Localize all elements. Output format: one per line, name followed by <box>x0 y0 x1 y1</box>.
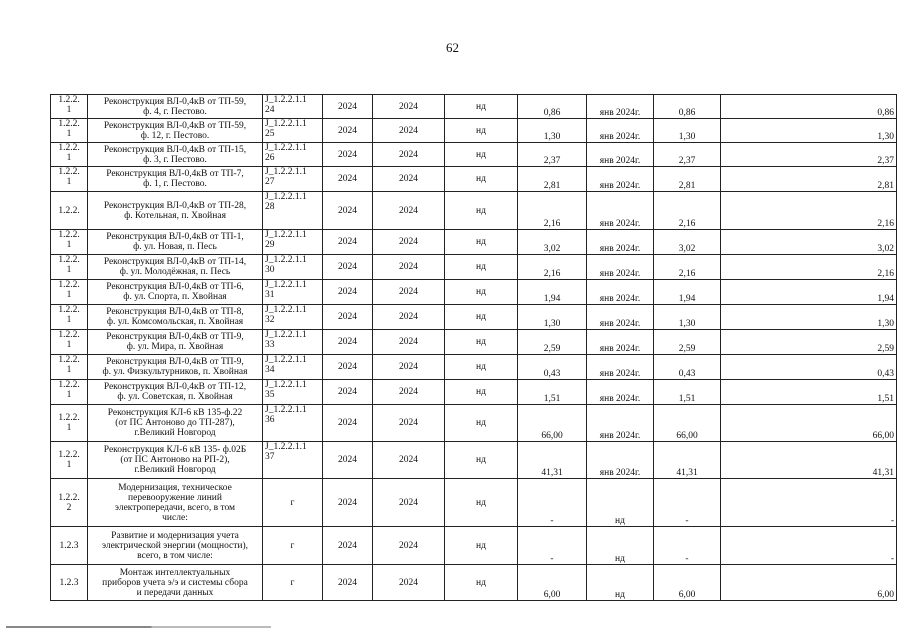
table-row <box>51 280 897 305</box>
project-code: J_1.2.2.1.1 29 <box>263 230 323 255</box>
row-number: 1.2.2. 1 <box>51 167 88 192</box>
project-code: J_1.2.2.1.1 37 <box>263 442 323 479</box>
project-name: Реконструкция ВЛ-0,4кВ от ТП-1, ф. ул. Новая, п. Песь <box>88 230 263 255</box>
value-3: 41,31 <box>721 442 897 479</box>
value-1: 41,31 <box>518 442 587 479</box>
project-code: J_1.2.2.1.1 32 <box>263 305 323 330</box>
project-name: Реконструкция ВЛ-0,4кВ от ТП-15, ф. 3, г. Пестово. <box>88 143 263 167</box>
project-name: Реконструкция ВЛ-0,4кВ от ТП-28, ф. Котельная, п. Хвойная <box>88 192 263 230</box>
row-number: 1.2.2. 1 <box>51 380 88 405</box>
value-1: 2,81 <box>518 167 587 192</box>
date-cell: янв 2024г. <box>587 442 654 479</box>
table-row <box>51 255 897 280</box>
project-code: J_1.2.2.1.1 34 <box>263 355 323 380</box>
table-row <box>51 479 897 527</box>
project-name: Реконструкция ВЛ-0,4кВ от ТП-12, ф. ул. Советская, п. Хвойная <box>88 380 263 405</box>
financing-status: нд <box>445 143 518 167</box>
financing-status: нд <box>445 442 518 479</box>
row-number: 1.2.3 <box>51 527 88 565</box>
project-code: г <box>263 565 323 601</box>
row-number: 1.2.2. 1 <box>51 95 88 119</box>
project-name: Реконструкция ВЛ-0,4кВ от ТП-59, ф. 4, г. Пестово. <box>88 95 263 119</box>
value-3: 1,30 <box>721 119 897 143</box>
project-code: г <box>263 527 323 565</box>
value-2: 1,30 <box>654 305 721 330</box>
financing-status: нд <box>445 355 518 380</box>
table-row <box>51 330 897 355</box>
row-number: 1.2.2. 1 <box>51 119 88 143</box>
year-start: 2024 <box>323 405 373 442</box>
value-1: - <box>518 527 587 565</box>
financing-status: нд <box>445 119 518 143</box>
year-start: 2024 <box>323 565 373 601</box>
year-end: 2024 <box>373 479 445 527</box>
value-1: 2,16 <box>518 255 587 280</box>
project-code: J_1.2.2.1.1 33 <box>263 330 323 355</box>
footer-rule <box>6 626 271 628</box>
value-3: 2,81 <box>721 167 897 192</box>
year-start: 2024 <box>323 119 373 143</box>
date-cell: нд <box>587 479 654 527</box>
date-cell: янв 2024г. <box>587 230 654 255</box>
year-end: 2024 <box>373 405 445 442</box>
value-2: 2,59 <box>654 330 721 355</box>
financing-status: нд <box>445 565 518 601</box>
table-row <box>51 230 897 255</box>
value-2: - <box>654 527 721 565</box>
row-number: 1.2.2. 1 <box>51 442 88 479</box>
value-3: 2,16 <box>721 192 897 230</box>
project-code: г <box>263 479 323 527</box>
date-cell: нд <box>587 565 654 601</box>
year-end: 2024 <box>373 192 445 230</box>
row-number: 1.2.2. 1 <box>51 230 88 255</box>
table-row <box>51 527 897 565</box>
project-code: J_1.2.2.1.1 35 <box>263 380 323 405</box>
table-row <box>51 305 897 330</box>
row-number: 1.2.2. <box>51 192 88 230</box>
project-name: Реконструкция ВЛ-0,4кВ от ТП-59, ф. 12, г. Пестово. <box>88 119 263 143</box>
year-start: 2024 <box>323 380 373 405</box>
row-number: 1.2.2. 1 <box>51 255 88 280</box>
financing-status: нд <box>445 479 518 527</box>
project-name: Реконструкция ВЛ-0,4кВ от ТП-7, ф. 1, г. Пестово. <box>88 167 263 192</box>
table-row <box>51 95 897 119</box>
table-row <box>51 355 897 380</box>
value-2: 2,37 <box>654 143 721 167</box>
value-2: 1,30 <box>654 119 721 143</box>
value-2: 0,43 <box>654 355 721 380</box>
year-end: 2024 <box>373 355 445 380</box>
value-3: 2,16 <box>721 255 897 280</box>
year-end: 2024 <box>373 143 445 167</box>
value-2: 41,31 <box>654 442 721 479</box>
value-1: 0,86 <box>518 95 587 119</box>
project-code: J_1.2.2.1.1 31 <box>263 280 323 305</box>
row-number: 1.2.2. 1 <box>51 355 88 380</box>
year-start: 2024 <box>323 305 373 330</box>
financing-status: нд <box>445 280 518 305</box>
date-cell: янв 2024г. <box>587 95 654 119</box>
financing-status: нд <box>445 330 518 355</box>
financing-status: нд <box>445 192 518 230</box>
value-3: 3,02 <box>721 230 897 255</box>
project-code: J_1.2.2.1.1 30 <box>263 255 323 280</box>
value-1: 2,37 <box>518 143 587 167</box>
date-cell: янв 2024г. <box>587 280 654 305</box>
value-2: 6,00 <box>654 565 721 601</box>
date-cell: янв 2024г. <box>587 355 654 380</box>
project-name: Реконструкция ВЛ-0,4кВ от ТП-14, ф. ул. Молодёжная, п. Песь <box>88 255 263 280</box>
financing-status: нд <box>445 380 518 405</box>
year-start: 2024 <box>323 280 373 305</box>
year-end: 2024 <box>373 119 445 143</box>
project-code: J_1.2.2.1.1 25 <box>263 119 323 143</box>
project-name: Реконструкция КЛ-6 кВ 135- ф.02Б (от ПС Антоново на РП-2), г.Великий Новгород <box>88 442 263 479</box>
year-end: 2024 <box>373 380 445 405</box>
year-end: 2024 <box>373 330 445 355</box>
table-row <box>51 565 897 601</box>
table-row <box>51 380 897 405</box>
date-cell: янв 2024г. <box>587 255 654 280</box>
year-start: 2024 <box>323 479 373 527</box>
project-name: Реконструкция ВЛ-0,4кВ от ТП-8, ф. ул. Комсомольская, п. Хвойная <box>88 305 263 330</box>
financing-status: нд <box>445 305 518 330</box>
project-name: Реконструкция ВЛ-0,4кВ от ТП-9, ф. ул. Физкультурников, п. Хвойная <box>88 355 263 380</box>
date-cell: нд <box>587 527 654 565</box>
year-start: 2024 <box>323 355 373 380</box>
value-2: 2,81 <box>654 167 721 192</box>
value-1: 1,30 <box>518 119 587 143</box>
project-code: J_1.2.2.1.1 28 <box>263 192 323 230</box>
date-cell: янв 2024г. <box>587 380 654 405</box>
value-2: 3,02 <box>654 230 721 255</box>
value-1: 1,30 <box>518 305 587 330</box>
page-number: 62 <box>446 40 459 55</box>
table-row <box>51 442 897 479</box>
row-number: 1.2.2. 2 <box>51 479 88 527</box>
value-3: - <box>721 479 897 527</box>
table-row <box>51 192 897 230</box>
row-number: 1.2.2. 1 <box>51 143 88 167</box>
value-1: 0,43 <box>518 355 587 380</box>
year-end: 2024 <box>373 527 445 565</box>
project-name: Модернизация, техническое перевооружение линий электропередачи, всего, в том числе: <box>88 479 263 527</box>
year-start: 2024 <box>323 192 373 230</box>
investment-table <box>50 94 897 601</box>
financing-status: нд <box>445 167 518 192</box>
year-end: 2024 <box>373 442 445 479</box>
project-code: J_1.2.2.1.1 27 <box>263 167 323 192</box>
year-start: 2024 <box>323 167 373 192</box>
year-start: 2024 <box>323 230 373 255</box>
row-number: 1.2.2. 1 <box>51 330 88 355</box>
year-end: 2024 <box>373 95 445 119</box>
value-1: 1,51 <box>518 380 587 405</box>
value-1: 1,94 <box>518 280 587 305</box>
year-start: 2024 <box>323 95 373 119</box>
year-start: 2024 <box>323 255 373 280</box>
project-name: Развитие и модернизация учета электрической энергии (мощности), всего, в том числе: <box>88 527 263 565</box>
project-name: Монтаж интеллектуальных приборов учета э/э и системы сбора и передачи данных <box>88 565 263 601</box>
date-cell: янв 2024г. <box>587 143 654 167</box>
year-end: 2024 <box>373 255 445 280</box>
date-cell: янв 2024г. <box>587 405 654 442</box>
table-row <box>51 405 897 442</box>
date-cell: янв 2024г. <box>587 119 654 143</box>
year-start: 2024 <box>323 143 373 167</box>
value-3: 2,59 <box>721 330 897 355</box>
value-3: 0,43 <box>721 355 897 380</box>
value-1: - <box>518 479 587 527</box>
value-2: 1,94 <box>654 280 721 305</box>
value-3: 1,51 <box>721 380 897 405</box>
year-end: 2024 <box>373 280 445 305</box>
project-name: Реконструкция ВЛ-0,4кВ от ТП-6, ф. ул. Спорта, п. Хвойная <box>88 280 263 305</box>
value-2: - <box>654 479 721 527</box>
value-3: 66,00 <box>721 405 897 442</box>
date-cell: янв 2024г. <box>587 305 654 330</box>
year-end: 2024 <box>373 305 445 330</box>
value-3: 2,37 <box>721 143 897 167</box>
project-code: J_1.2.2.1.1 26 <box>263 143 323 167</box>
table-row <box>51 167 897 192</box>
value-1: 2,59 <box>518 330 587 355</box>
financing-status: нд <box>445 255 518 280</box>
value-1: 6,00 <box>518 565 587 601</box>
value-3: 0,86 <box>721 95 897 119</box>
row-number: 1.2.2. 1 <box>51 305 88 330</box>
year-start: 2024 <box>323 527 373 565</box>
year-start: 2024 <box>323 330 373 355</box>
year-end: 2024 <box>373 565 445 601</box>
date-cell: янв 2024г. <box>587 167 654 192</box>
value-2: 0,86 <box>654 95 721 119</box>
date-cell: янв 2024г. <box>587 192 654 230</box>
financing-status: нд <box>445 527 518 565</box>
project-name: Реконструкция ВЛ-0,4кВ от ТП-9, ф. ул. Мира, п. Хвойная <box>88 330 263 355</box>
row-number: 1.2.2. 1 <box>51 405 88 442</box>
value-3: 1,30 <box>721 305 897 330</box>
financing-status: нд <box>445 405 518 442</box>
table-row <box>51 143 897 167</box>
value-2: 1,51 <box>654 380 721 405</box>
row-number: 1.2.2. 1 <box>51 280 88 305</box>
financing-status: нд <box>445 230 518 255</box>
date-cell: янв 2024г. <box>587 330 654 355</box>
year-end: 2024 <box>373 230 445 255</box>
project-code: J_1.2.2.1.1 36 <box>263 405 323 442</box>
table-body <box>51 95 897 601</box>
project-code: J_1.2.2.1.1 24 <box>263 95 323 119</box>
value-1: 2,16 <box>518 192 587 230</box>
year-end: 2024 <box>373 167 445 192</box>
value-3: 1,94 <box>721 280 897 305</box>
value-2: 66,00 <box>654 405 721 442</box>
value-3: 6,00 <box>721 565 897 601</box>
value-1: 66,00 <box>518 405 587 442</box>
table-row <box>51 119 897 143</box>
value-2: 2,16 <box>654 255 721 280</box>
project-name: Реконструкция КЛ-6 кВ 135-ф.22 (от ПС Антоново до ТП-287), г.Великий Новгород <box>88 405 263 442</box>
row-number: 1.2.3 <box>51 565 88 601</box>
value-3: - <box>721 527 897 565</box>
financing-status: нд <box>445 95 518 119</box>
value-2: 2,16 <box>654 192 721 230</box>
value-1: 3,02 <box>518 230 587 255</box>
year-start: 2024 <box>323 442 373 479</box>
